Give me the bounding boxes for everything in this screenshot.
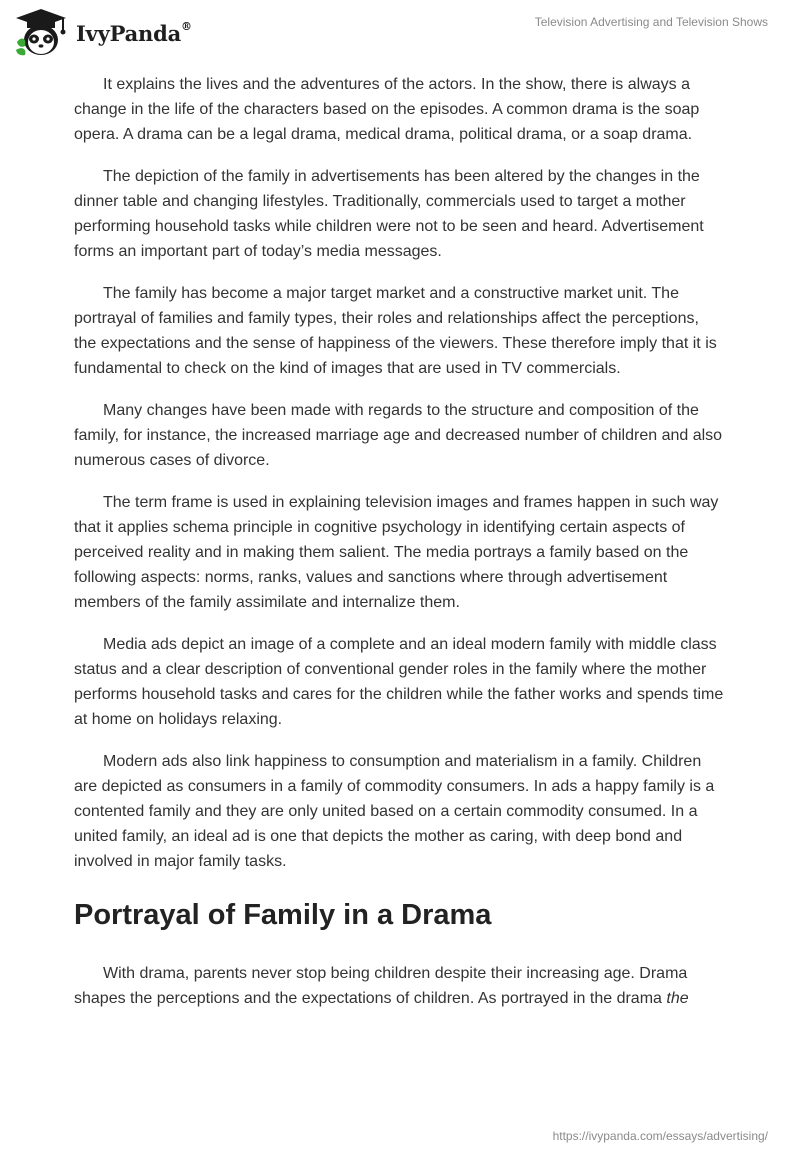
panda-graduate-icon <box>13 8 69 58</box>
paragraph: Media ads depict an image of a complete and an ideal modern family with middle class status and a clear description of conventional gender roles in the family where the mother performs household tasks and cares for the children while the father works and spends time at home on holidays relaxing. <box>74 636 724 728</box>
article-body <box>74 72 724 1028</box>
paragraph: The term frame is used in explaining television images and frames happen in such way that it applies schema principle in cognitive psychology in identifying certain aspects of perceived reality and in making them salient. The media portrays a family based on the following aspects: norms, ranks, values and sanctions where through advertisement members of the family assimilate and internalize them. <box>74 494 719 611</box>
paragraph <box>74 961 724 1011</box>
ivypanda-logo[interactable] <box>13 8 192 58</box>
drama-title-italic: the <box>666 990 689 1007</box>
section-heading: Portrayal of Family in a Drama <box>74 899 492 931</box>
brand-name: IvyPanda® <box>76 19 192 46</box>
paragraph-text: With drama, parents never stop being children despite their increasing age. Drama shapes the perceptions and the expectations of children. As portrayed in the drama <box>74 965 688 1007</box>
paragraph: It explains the lives and the adventures of the actors. In the show, there is always a change in the life of the characters based on the episodes. A common drama is the soap opera. A drama can be a legal drama, medical drama, political drama, or a soap drama. <box>74 76 700 143</box>
source-url-link[interactable]: https://ivypanda.com/essays/advertising/ <box>552 1129 768 1143</box>
paragraph: The family has become a major target market and a constructive market unit. The portrayal of families and family types, their roles and relationships affect the perceptions, the expectations and the sense of happiness of the viewers. These therefore imply that it is fundamental to check on the kind of images that are used in TV commercials. <box>74 285 717 377</box>
document-title: Television Advertising and Television Shows <box>534 15 768 29</box>
page-header <box>0 0 800 70</box>
registered-mark: ® <box>181 19 192 33</box>
paragraph: Many changes have been made with regards to the structure and composition of the family, for instance, the increased marriage age and decreased number of children and also numerous cases of divorce. <box>74 402 723 469</box>
paragraph: Modern ads also link happiness to consumption and materialism in a family. Children are depicted as consumers in a family of commodity consumers. In ads a happy family is a contented family and they are only united based on a certain commodity consumed. In a united family, an ideal ad is one that depicts the mother as caring, with deep bond and involved in major family tasks. <box>74 753 715 870</box>
paragraph: The depiction of the family in advertisements has been altered by the changes in the dinner table and changing lifestyles. Traditionally, commercials used to target a mother performing household tasks while children were not to be seen and heard. Advertisement forms an important part of today’s media messages. <box>74 168 704 260</box>
